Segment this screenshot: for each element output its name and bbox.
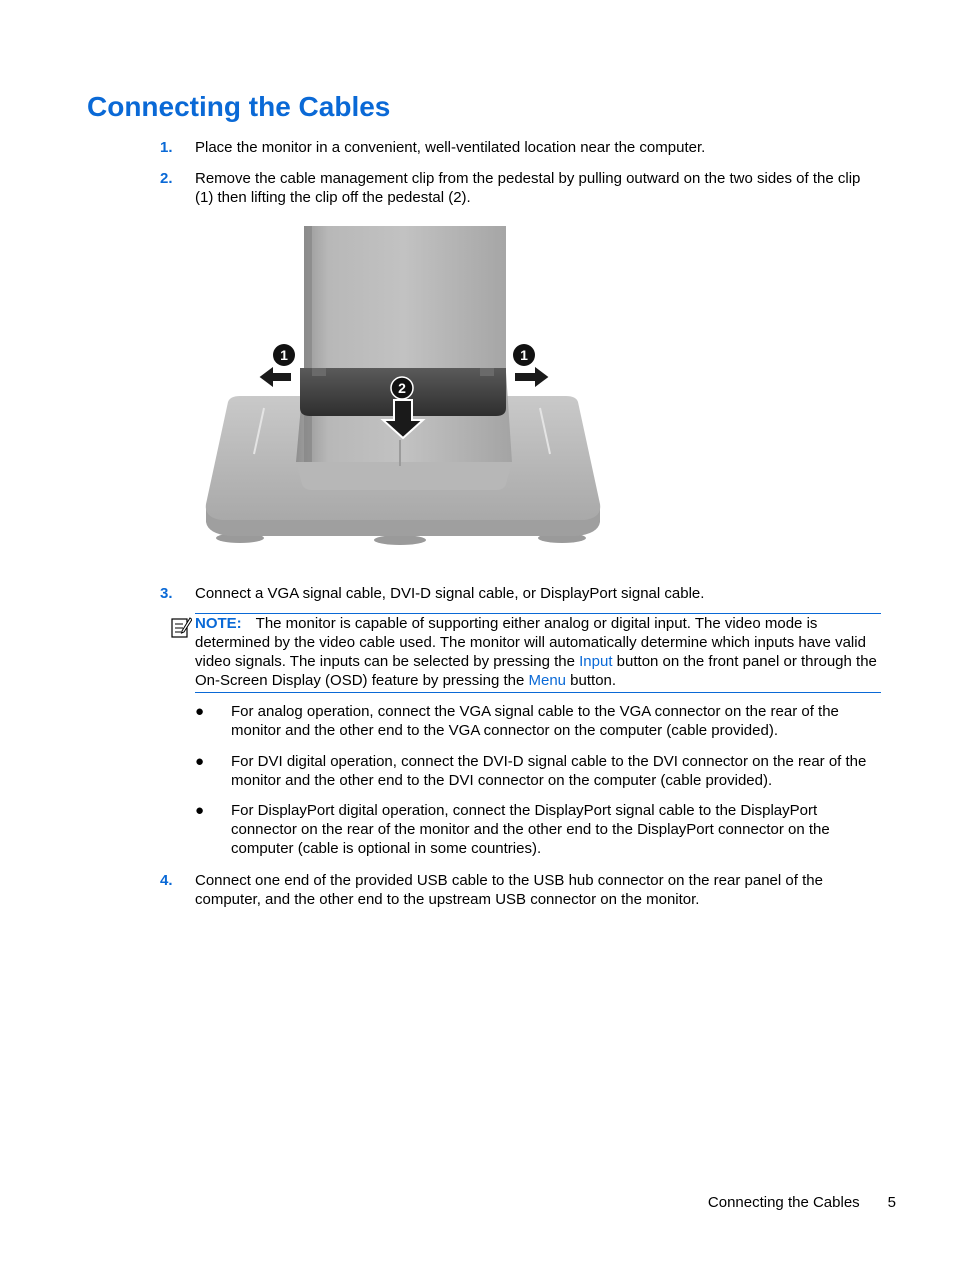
column-recess: [296, 462, 512, 490]
footer-section-title: Connecting the Cables: [707, 1194, 860, 1211]
step-number: 1.: [160, 139, 173, 156]
note-icon: [170, 615, 192, 639]
step-4: [160, 871, 882, 909]
step-number: 4.: [160, 872, 173, 889]
arrow-right-icon: [514, 365, 550, 389]
step-text: Connect a VGA signal cable, DVI-D signal cable, or DisplayPort signal cable.: [195, 585, 705, 602]
step-3: [160, 584, 882, 603]
step-2: [160, 169, 882, 207]
bullet-text: For analog operation, connect the VGA signal cable to the VGA connector on the rear of the monitor and the other end to the VGA connector on the computer (cable provided).: [231, 703, 839, 739]
bullet-item-displayport: [195, 801, 881, 858]
input-link[interactable]: Input: [579, 653, 613, 670]
step-text: Remove the cable management clip from the pedestal by pulling outward on the two sides of the clip (1) then lifting the clip off the pedestal (2).: [195, 170, 861, 206]
note-text: button.: [566, 672, 617, 689]
bullet-dot: ●: [195, 753, 205, 770]
bullet-item-vga: [195, 702, 881, 740]
step-text: Connect one end of the provided USB cable to the USB hub connector on the rear panel of the computer, and the other end to the upstream USB connector on the monitor.: [195, 872, 823, 908]
bullet-item-dvi: [195, 752, 881, 790]
callout-1-right-label: 1: [520, 347, 528, 363]
step-text: Place the monitor in a convenient, well-ventilated location near the computer.: [195, 139, 706, 156]
bullet-text: For DisplayPort digital operation, connect the DisplayPort signal cable to the DisplayPort connector on the rear of the monitor and the other end to the DisplayPort connector on the computer (cable is optional in some countries).: [231, 802, 830, 857]
note-text: The monitor is capable of supporting either analog or digital input. The video mode is determined by the video cable used. The monitor will automatically determine which inputs have valid video signals. The inputs can be selected by pressing the: [195, 615, 866, 670]
page-title: Connecting the Cables: [87, 91, 391, 122]
menu-link[interactable]: Menu: [528, 672, 567, 689]
column-edge-shadow: [304, 226, 312, 462]
note-label: NOTE:: [195, 615, 242, 632]
note-box: [195, 613, 881, 693]
step-number: 3.: [160, 585, 173, 602]
page-number: 5: [887, 1194, 896, 1211]
callout-2-label: 2: [398, 380, 406, 396]
bullet-text: For DVI digital operation, connect the DVI-D signal cable to the DVI connector on the rear of the monitor and the other end to the DVI connector on the computer (cable provided).: [231, 753, 867, 789]
pedestal-clip-illustration: [200, 222, 606, 548]
bullet-dot: ●: [195, 703, 205, 720]
arrow-left-icon: [258, 365, 292, 389]
pedestal-diagram: [200, 222, 606, 548]
cable-clip-tab: [312, 368, 326, 376]
callout-1-left-label: 1: [280, 347, 288, 363]
bullet-dot: ●: [195, 802, 205, 819]
step-number: 2.: [160, 170, 173, 187]
page-footer: [600, 1193, 896, 1212]
cable-clip-tab: [480, 368, 494, 376]
note-text: button on the front panel or through the On-Screen Display (OSD) feature by pressing the: [195, 653, 877, 689]
base-foot: [374, 535, 426, 545]
step-1: [160, 138, 882, 157]
